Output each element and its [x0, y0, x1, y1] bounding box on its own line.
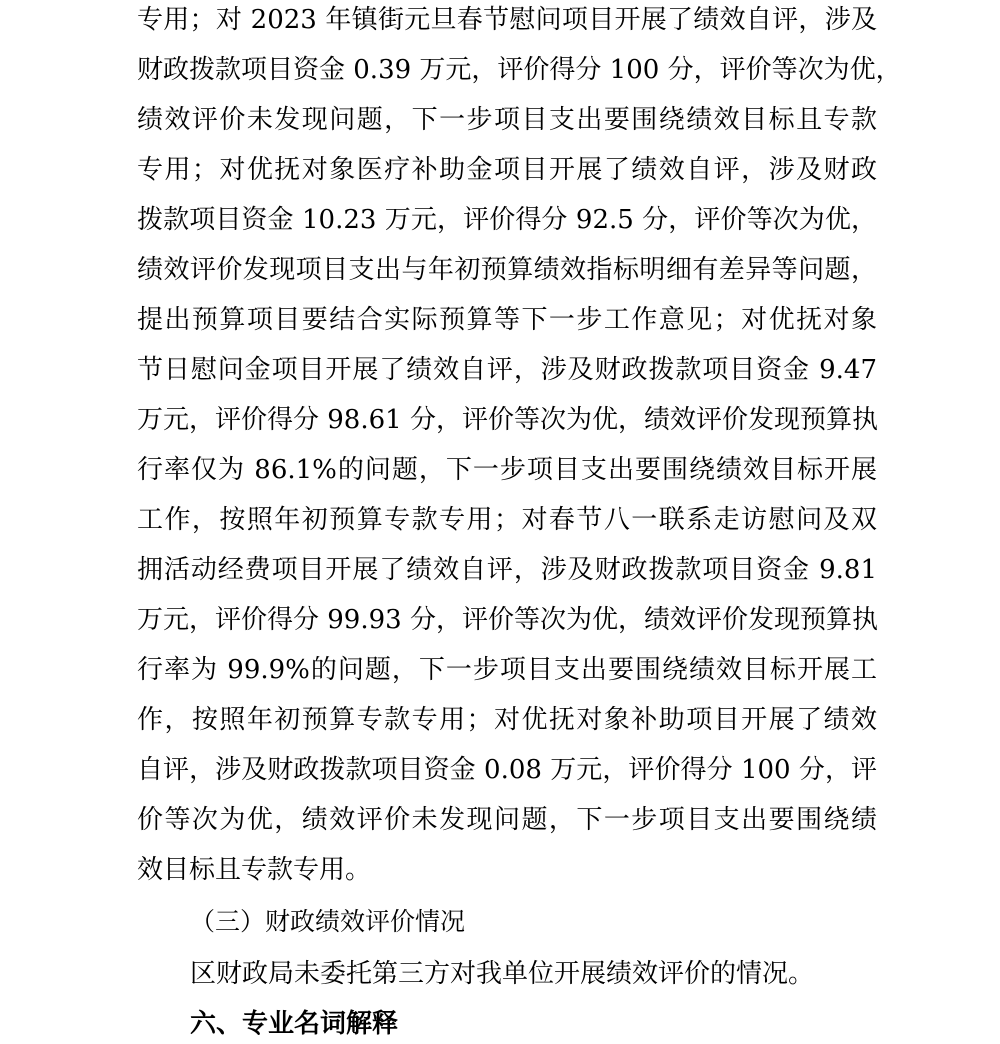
section-three-title: （三）财政绩效评价情况 — [190, 907, 466, 936]
paragraph-line-8: 节日慰问金项目开展了绩效自评，涉及财政拨款项目资金 9.47 — [137, 355, 877, 385]
paragraph-line-11: 工作，按照年初预算专款专用；对春节八一联系走访慰问及双 — [137, 505, 877, 535]
paragraph-line-17: 价等次为优，绩效评价未发现问题，下一步项目支出要围绕绩 — [137, 805, 877, 835]
paragraph-line-4: 专用；对优抚对象医疗补助金项目开展了绩效自评，涉及财政 — [137, 155, 877, 185]
paragraph-line-16: 自评，涉及财政拨款项目资金 0.08 万元，评价得分 100 分，评 — [137, 755, 877, 785]
paragraph-line-15: 作，按照年初预算专款专用；对优抚对象补助项目开展了绩效 — [137, 705, 877, 735]
section-six-title: 六、专业名词解释 — [190, 1009, 399, 1039]
paragraph-line-3: 绩效评价未发现问题，下一步项目支出要围绕绩效目标且专款 — [137, 105, 877, 135]
paragraph-line-5: 拨款项目资金 10.23 万元，评价得分 92.5 分，评价等次为优， — [137, 205, 877, 235]
paragraph-line-1: 专用；对 2023 年镇街元旦春节慰问项目开展了绩效自评，涉及 — [137, 5, 877, 35]
paragraph-line-6: 绩效评价发现项目支出与年初预算绩效指标明细有差异等问题， — [137, 255, 877, 285]
paragraph-line-9: 万元，评价得分 98.61 分，评价等次为优，绩效评价发现预算执 — [137, 405, 878, 435]
paragraph-line-13: 万元，评价得分 99.93 分，评价等次为优，绩效评价发现预算执 — [137, 605, 878, 635]
paragraph-line-10: 行率仅为 86.1%的问题，下一步项目支出要围绕绩效目标开展 — [137, 455, 877, 485]
paragraph-line-18: 效目标且专款专用。 — [137, 855, 372, 885]
paragraph-line-7: 提出预算项目要结合实际预算等下一步工作意见；对优抚对象 — [137, 305, 877, 335]
paragraph-line-12: 拥活动经费项目开展了绩效自评，涉及财政拨款项目资金 9.81 — [137, 555, 877, 585]
paragraph-line-2: 财政拨款项目资金 0.39 万元，评价得分 100 分，评价等次为优， — [137, 55, 902, 85]
paragraph-line-14: 行率为 99.9%的问题，下一步项目支出要围绕绩效目标开展工 — [137, 655, 877, 685]
section-three-body: 区财政局未委托第三方对我单位开展绩效评价的情况。 — [190, 959, 815, 989]
